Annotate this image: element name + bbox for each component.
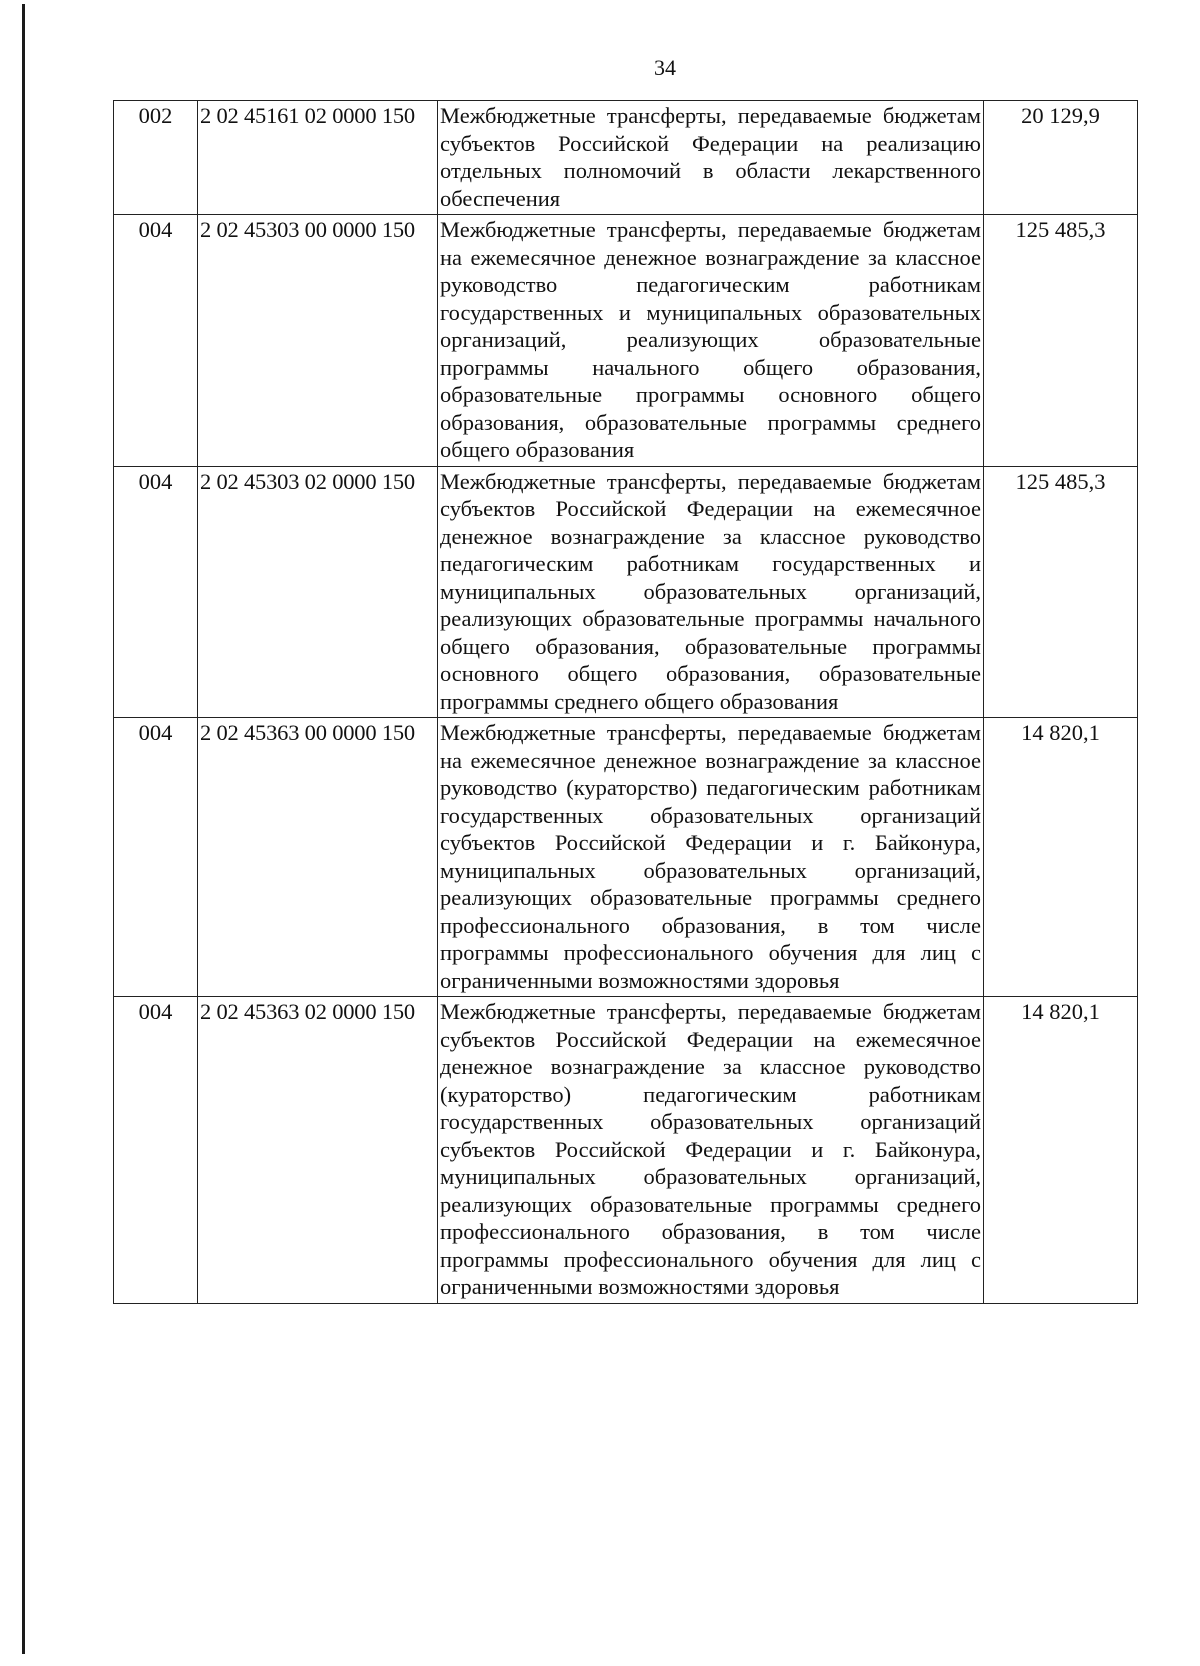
- revenue-name-cell: Межбюджетные трансферты, передаваемые бюджетам на ежемесячное денежное вознаграждение за классное руководство (кураторство) педагогическим работникам государственных образовательных организаций субъектов Российской Федерации и г. Байконура, муниципальных образовательных организаций, реализующих образовательные программы среднего профессионального образования, в том числе программы профессионального обучения для лиц с ограниченными возможностями здоровья: [438, 718, 984, 997]
- budget-classification-code-cell: 2 02 45363 02 0000 150: [198, 997, 438, 1304]
- binding-edge-line: [22, 4, 25, 1654]
- budget-classification-code-cell: 2 02 45303 02 0000 150: [198, 466, 438, 718]
- admin-code-cell: 004: [114, 718, 198, 997]
- budget-classification-code-cell: 2 02 45161 02 0000 150: [198, 101, 438, 215]
- amount-cell: 125 485,3: [984, 215, 1138, 467]
- table-row: [114, 718, 1138, 997]
- admin-code-cell: 004: [114, 215, 198, 467]
- table-row: [114, 466, 1138, 718]
- admin-code-cell: 004: [114, 997, 198, 1304]
- table-row: [114, 101, 1138, 215]
- revenue-name-cell: Межбюджетные трансферты, передаваемые бюджетам на ежемесячное денежное вознаграждение за классное руководство педагогическим работникам государственных и муниципальных образовательных организаций, реализующих образовательные программы начального общего образования, образовательные программы основного общего образования, образовательные программы среднего общего образования: [438, 215, 984, 467]
- amount-cell: 14 820,1: [984, 718, 1138, 997]
- amount-cell: 14 820,1: [984, 997, 1138, 1304]
- amount-cell: 20 129,9: [984, 101, 1138, 215]
- table-row: [114, 997, 1138, 1304]
- revenue-name-cell: Межбюджетные трансферты, передаваемые бюджетам субъектов Российской Федерации на реализацию отдельных полномочий в области лекарственного обеспечения: [438, 101, 984, 215]
- amount-cell: 125 485,3: [984, 466, 1138, 718]
- admin-code-cell: 004: [114, 466, 198, 718]
- page-number: 34: [654, 55, 676, 80]
- revenue-name-cell: Межбюджетные трансферты, передаваемые бюджетам субъектов Российской Федерации на ежемесячное денежное вознаграждение за классное руководство (кураторство) педагогическим работникам государственных образовательных организаций субъектов Российской Федерации и г. Байконура, муниципальных образовательных организаций, реализующих образовательные программы среднего профессионального образования, в том числе программы профессионального обучения для лиц с ограниченными возможностями здоровья: [438, 997, 984, 1304]
- budget-revenue-table: [113, 100, 1138, 1304]
- admin-code-cell: 002: [114, 101, 198, 215]
- budget-classification-code-cell: 2 02 45303 00 0000 150: [198, 215, 438, 467]
- revenue-name-cell: Межбюджетные трансферты, передаваемые бюджетам субъектов Российской Федерации на ежемесячное денежное вознаграждение за классное руководство педагогическим работникам государственных и муниципальных образовательных организаций, реализующих образовательные программы начального общего образования, образовательные программы основного общего образования, образовательные программы среднего общего образования: [438, 466, 984, 718]
- budget-classification-code-cell: 2 02 45363 00 0000 150: [198, 718, 438, 997]
- table-row: [114, 215, 1138, 467]
